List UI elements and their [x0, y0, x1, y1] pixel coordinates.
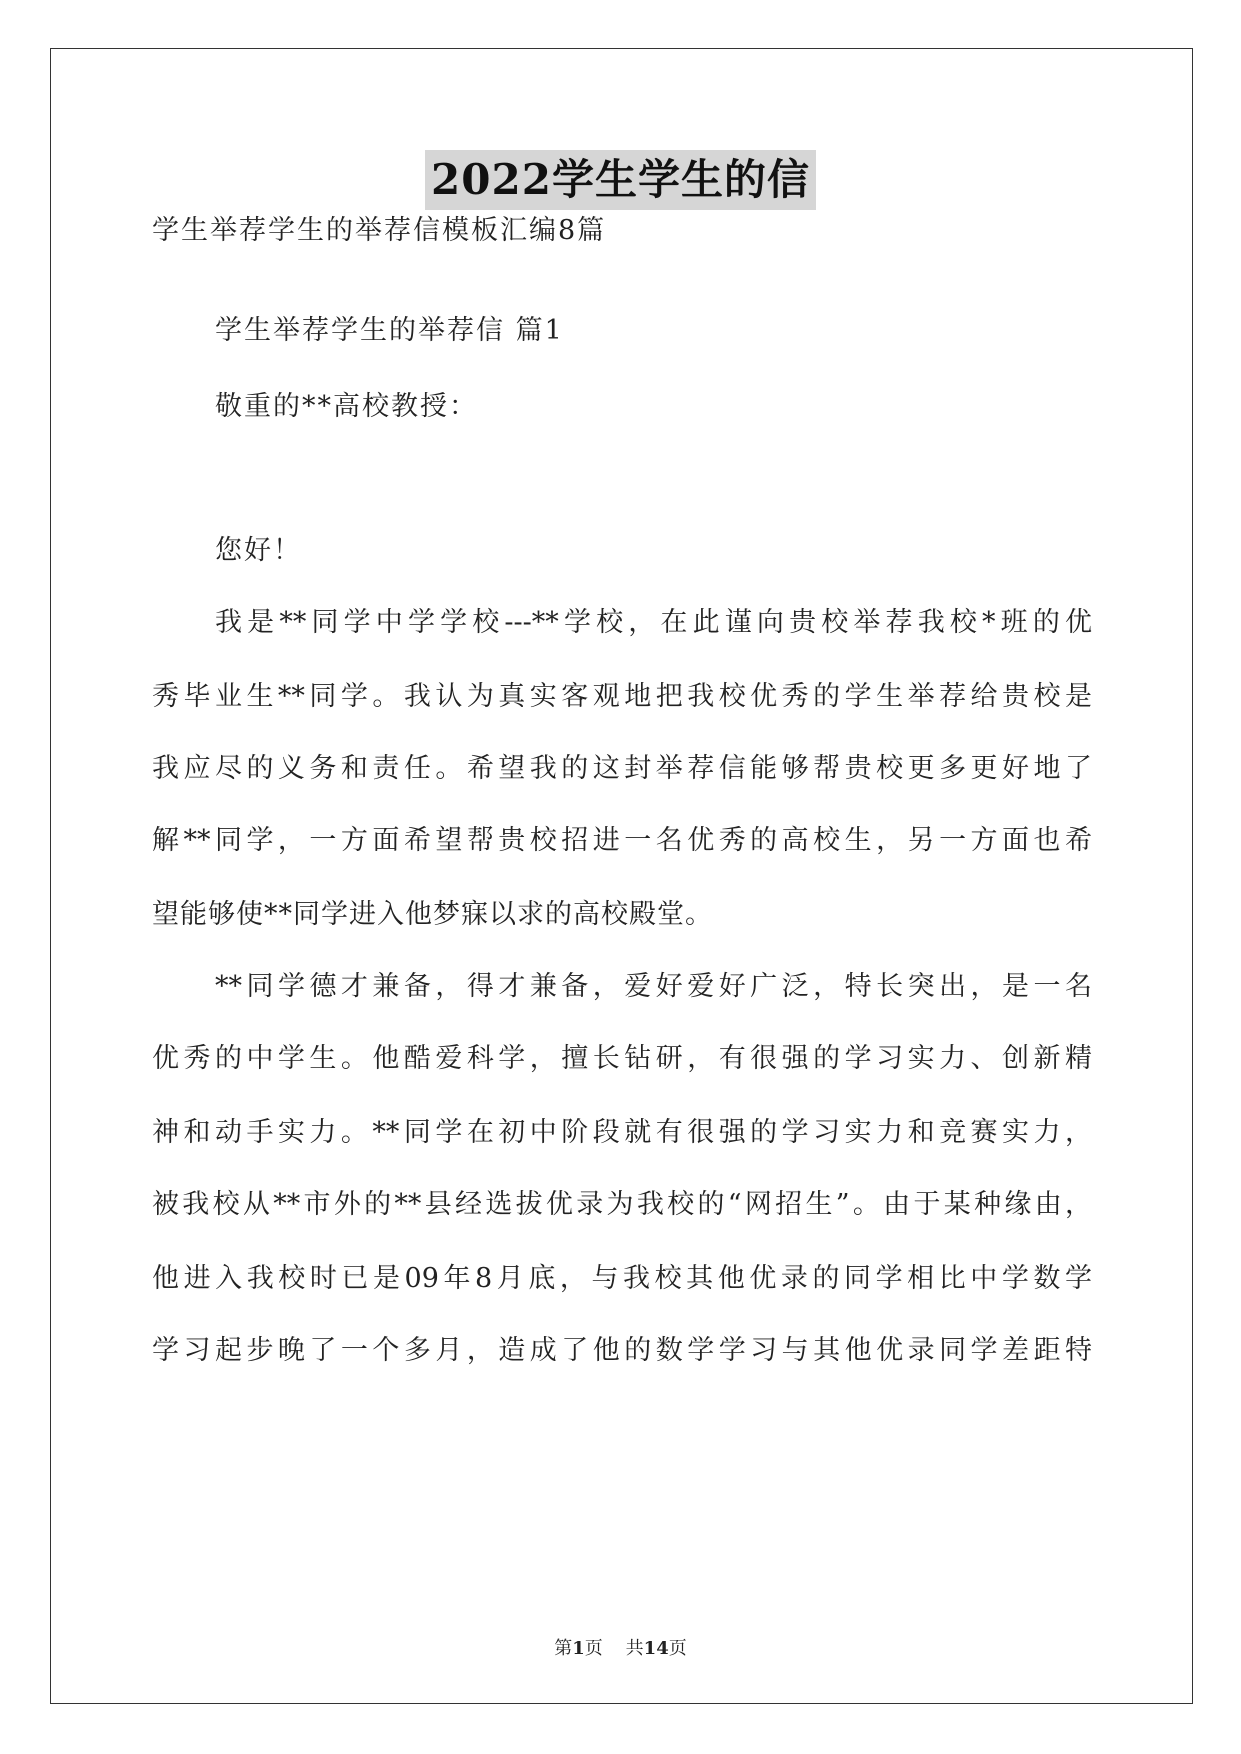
paragraph-line: 秀毕业生**同学。我认为真实客观地把我校优秀的学生举荐给贵校是 [152, 681, 1092, 712]
greeting: 您好！ [215, 535, 302, 566]
paragraph-line: 他进入我校时已是09年8月底，与我校其他优录的同学相比中学数学 [152, 1263, 1092, 1294]
paragraph-line: 神和动手实力。**同学在初中阶段就有很强的学习实力和竞赛实力， [152, 1117, 1092, 1148]
page-mid: 页 共 [584, 1638, 644, 1659]
document-title: 2022学生学生的信 [425, 150, 816, 210]
paragraph-line: 优秀的中学生。他酷爱科学，擅长钻研，有很强的学习实力、创新精 [152, 1043, 1092, 1074]
paragraph-line: 学习起步晚了一个多月，造成了他的数学学习与其他优录同学差距特 [152, 1335, 1092, 1366]
title-container [0, 150, 1241, 210]
page-prefix: 第 [554, 1638, 573, 1659]
section-heading: 学生举荐学生的举荐信 篇1 [215, 315, 564, 346]
page-border [50, 48, 1193, 1704]
paragraph-line: 解**同学，一方面希望帮贵校招进一名优秀的高校生，另一方面也希 [152, 825, 1092, 856]
page-total: 14 [643, 1638, 669, 1659]
paragraph-line: 我是**同学中学学校---**学校，在此谨向贵校举荐我校*班的优 [215, 607, 1092, 638]
paragraph-line: 被我校从**市外的**县经选拔优录为我校的“网招生”。由于某种缘由， [152, 1189, 1092, 1220]
paragraph-line: 我应尽的义务和责任。希望我的这封举荐信能够帮贵校更多更好地了 [152, 753, 1092, 784]
paragraph-line: 望能够使**同学进入他梦寐以求的高校殿堂。 [152, 899, 713, 930]
paragraph-line: **同学德才兼备，得才兼备，爱好爱好广泛，特长突出，是一名 [215, 971, 1092, 1002]
document-subtitle: 学生举荐学生的举荐信模板汇编8篇 [152, 215, 607, 246]
page-suffix: 页 [668, 1638, 687, 1659]
salutation: 敬重的**高校教授： [215, 391, 478, 422]
page-current: 1 [572, 1638, 585, 1659]
page-footer [0, 1634, 1241, 1660]
